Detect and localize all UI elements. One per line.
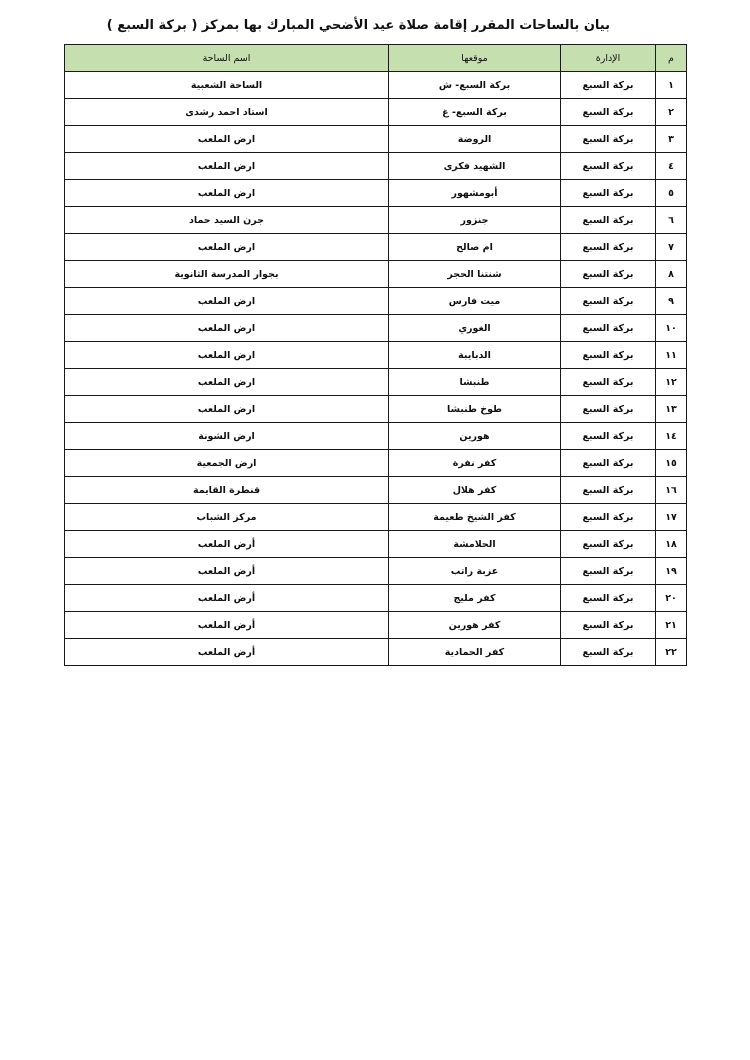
cell-admin: بركة السبع — [561, 639, 656, 666]
table-row — [65, 639, 687, 666]
table-row — [65, 450, 687, 477]
cell-location: الشهيد فكرى — [389, 153, 561, 180]
cell-num: ١٥ — [656, 450, 687, 477]
cell-admin: بركة السبع — [561, 369, 656, 396]
cell-num: ١٨ — [656, 531, 687, 558]
cell-location: طنبشا — [389, 369, 561, 396]
cell-admin: بركة السبع — [561, 450, 656, 477]
table-row — [65, 153, 687, 180]
cell-name: ارض الملعب — [65, 126, 389, 153]
cell-admin: بركة السبع — [561, 261, 656, 288]
cell-admin: بركة السبع — [561, 72, 656, 99]
table-row — [65, 369, 687, 396]
cell-num: ٢ — [656, 99, 687, 126]
cell-name: الساحة الشعبية — [65, 72, 389, 99]
cell-location: طوخ طنبشا — [389, 396, 561, 423]
cell-name: ارض الشونة — [65, 423, 389, 450]
cell-admin: بركة السبع — [561, 153, 656, 180]
table-row — [65, 396, 687, 423]
cell-num: ١ — [656, 72, 687, 99]
table-row — [65, 342, 687, 369]
cell-name: ارض الملعب — [65, 288, 389, 315]
cell-name: ارض الجمعية — [65, 450, 389, 477]
cell-location: الروضة — [389, 126, 561, 153]
cell-name: ارض الملعب — [65, 369, 389, 396]
column-header-name: اسم الساحة — [65, 45, 389, 72]
table-row — [65, 585, 687, 612]
cell-location: كفر نفرة — [389, 450, 561, 477]
cell-num: ١٦ — [656, 477, 687, 504]
cell-num: ٢٢ — [656, 639, 687, 666]
cell-admin: بركة السبع — [561, 396, 656, 423]
cell-name: ارض الملعب — [65, 153, 389, 180]
cell-admin: بركة السبع — [561, 612, 656, 639]
cell-name: ارض الملعب — [65, 342, 389, 369]
cell-name: ارض الملعب — [65, 396, 389, 423]
cell-admin: بركة السبع — [561, 180, 656, 207]
cell-num: ١٣ — [656, 396, 687, 423]
table-body — [65, 72, 687, 666]
table-row — [65, 558, 687, 585]
cell-location: كفر هلال — [389, 477, 561, 504]
table-row — [65, 99, 687, 126]
cell-num: ٧ — [656, 234, 687, 261]
cell-num: ١٠ — [656, 315, 687, 342]
cell-num: ١٤ — [656, 423, 687, 450]
table-row — [65, 288, 687, 315]
table-row — [65, 72, 687, 99]
cell-num: ٥ — [656, 180, 687, 207]
cell-location: كفر هورين — [389, 612, 561, 639]
table-row — [65, 315, 687, 342]
cell-num: ١٩ — [656, 558, 687, 585]
cell-num: ٩ — [656, 288, 687, 315]
cell-name: أرض الملعب — [65, 612, 389, 639]
table-row — [65, 423, 687, 450]
cell-name: ارض الملعب — [65, 315, 389, 342]
table-row — [65, 612, 687, 639]
column-header-num: م — [656, 45, 687, 72]
cell-name: ارض الملعب — [65, 180, 389, 207]
cell-name: مركز الشباب — [65, 504, 389, 531]
cell-num: ١١ — [656, 342, 687, 369]
cell-num: ٢٠ — [656, 585, 687, 612]
column-header-location: موقعها — [389, 45, 561, 72]
page-title: بيان بالساحات المقرر إقامة صلاة عيد الأضحي المبارك بها بمركز ( بركة السبع ) — [106, 18, 610, 33]
cell-location: هورين — [389, 423, 561, 450]
column-header-admin: الإدارة — [561, 45, 656, 72]
cell-location: عزبة راتب — [389, 558, 561, 585]
cell-location: الدبايبة — [389, 342, 561, 369]
cell-location: كفر مليج — [389, 585, 561, 612]
table-row — [65, 531, 687, 558]
cell-admin: بركة السبع — [561, 585, 656, 612]
table-header-row — [65, 45, 687, 72]
cell-admin: بركة السبع — [561, 342, 656, 369]
cell-num: ٦ — [656, 207, 687, 234]
cell-num: ٣ — [656, 126, 687, 153]
cell-num: ٤ — [656, 153, 687, 180]
cell-name: أرض الملعب — [65, 531, 389, 558]
table-row — [65, 207, 687, 234]
cell-location: أبومشهور — [389, 180, 561, 207]
table-row — [65, 180, 687, 207]
cell-location: ام صالح — [389, 234, 561, 261]
cell-location: كفر الشيخ طعيمة — [389, 504, 561, 531]
cell-num: ٢١ — [656, 612, 687, 639]
cell-admin: بركة السبع — [561, 531, 656, 558]
cell-admin: بركة السبع — [561, 99, 656, 126]
cell-name: بجوار المدرسة الثانوية — [65, 261, 389, 288]
cell-num: ١٢ — [656, 369, 687, 396]
cell-location: ميت فارس — [389, 288, 561, 315]
table-row — [65, 261, 687, 288]
cell-admin: بركة السبع — [561, 477, 656, 504]
cell-admin: بركة السبع — [561, 423, 656, 450]
cell-admin: بركة السبع — [561, 234, 656, 261]
cell-name: أرض الملعب — [65, 585, 389, 612]
squares-table — [64, 44, 687, 666]
cell-num: ٨ — [656, 261, 687, 288]
cell-admin: بركة السبع — [561, 504, 656, 531]
cell-location: بركة السبع- غ — [389, 99, 561, 126]
cell-admin: بركة السبع — [561, 315, 656, 342]
cell-location: شنتنا الحجر — [389, 261, 561, 288]
cell-name: جرن السيد حماد — [65, 207, 389, 234]
cell-name: أرض الملعب — [65, 558, 389, 585]
table-row — [65, 504, 687, 531]
cell-name: استاد احمد رشدى — [65, 99, 389, 126]
cell-admin: بركة السبع — [561, 207, 656, 234]
cell-num: ١٧ — [656, 504, 687, 531]
cell-name: ارض الملعب — [65, 234, 389, 261]
cell-location: جنزور — [389, 207, 561, 234]
cell-admin: بركة السبع — [561, 288, 656, 315]
cell-admin: بركة السبع — [561, 558, 656, 585]
table-row — [65, 477, 687, 504]
cell-name: أرض الملعب — [65, 639, 389, 666]
cell-location: بركة السبع- ش — [389, 72, 561, 99]
cell-location: الحلامشة — [389, 531, 561, 558]
cell-admin: بركة السبع — [561, 126, 656, 153]
cell-name: قنطرة القايمة — [65, 477, 389, 504]
table-row — [65, 126, 687, 153]
cell-location: الغوري — [389, 315, 561, 342]
table-row — [65, 234, 687, 261]
cell-location: كفر الحمادية — [389, 639, 561, 666]
